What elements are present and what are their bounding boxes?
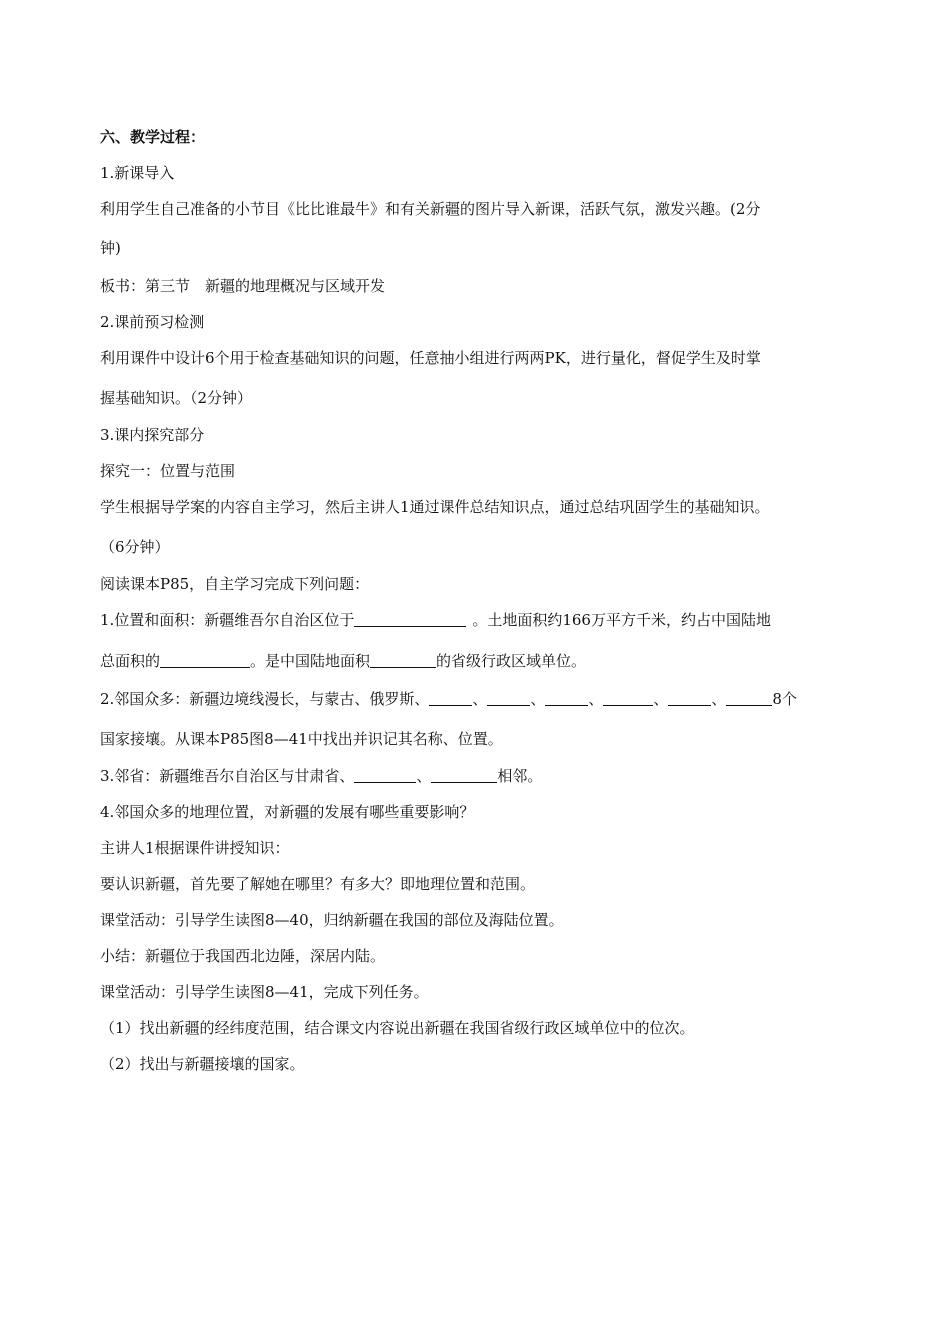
section-2-paragraph: 利用课件中设计6个用于检查基础知识的问题，任意抽小组进行两两PK，进行量化，督促学生及时掌 xyxy=(100,349,761,367)
explore-1-paragraph-cont: （6分钟） xyxy=(100,538,170,556)
question-1-line-1 xyxy=(100,610,771,630)
activity-2: 课堂活动：引导学生读图8—41，完成下列任务。 xyxy=(100,983,429,1001)
board-text: 板书：第三节 新疆的地理概况与区域开发 xyxy=(100,277,386,295)
question-3-text-a: 3.邻省：新疆维吾尔自治区与甘肃省、 xyxy=(100,767,355,785)
question-2-line-2: 国家接壤。从课本P85图8—41中找出并识记其名称、位置。 xyxy=(100,730,503,748)
fill-blank[interactable] xyxy=(354,767,416,783)
question-1-text-c: 总面积的 xyxy=(100,652,161,670)
question-2-text-a: 2.邻国众多：新疆边境线漫长，与蒙古、俄罗斯、 xyxy=(100,690,430,708)
explore-1-paragraph: 学生根据导学案的内容自主学习，然后主讲人1通过课件总结知识点，通过总结巩固学生的基础知识。 xyxy=(100,498,770,516)
separator: 、 xyxy=(711,690,727,708)
question-2-text-end: 8个 xyxy=(772,690,797,708)
question-1-text-e: 的省级行政区域单位。 xyxy=(436,652,587,670)
fill-blank[interactable] xyxy=(370,652,436,668)
section-1-title: 1.新课导入 xyxy=(100,164,175,182)
summary-text: 小结：新疆位于我国西北边陲，深居内陆。 xyxy=(100,947,386,965)
question-1-text-a: 1.位置和面积：新疆维吾尔自治区位于 xyxy=(100,611,355,629)
question-1-text-b: 。土地面积约166万平方千米，约占中国陆地 xyxy=(472,611,771,629)
task-1: （1）找出新疆的经纬度范围，结合课文内容说出新疆在我国省级行政区域单位中的位次。 xyxy=(100,1019,695,1037)
fill-blank[interactable] xyxy=(160,652,250,668)
fill-blank[interactable] xyxy=(354,611,466,627)
section-1-paragraph: 利用学生自己准备的小节目《比比谁最牛》和有关新疆的图片导入新课，活跃气氛，激发兴趣。(2分 xyxy=(100,200,761,218)
question-3-text-end: 相邻。 xyxy=(497,767,543,785)
task-2: （2）找出与新疆接壤的国家。 xyxy=(100,1055,305,1073)
fill-blank[interactable] xyxy=(487,690,530,706)
separator: 、 xyxy=(588,690,604,708)
section-2-paragraph-cont: 握基础知识。（2分钟） xyxy=(100,389,253,407)
fill-blank[interactable] xyxy=(429,690,472,706)
separator: 、 xyxy=(530,690,546,708)
section-heading: 六、教学过程： xyxy=(100,128,206,146)
lecturer-note: 主讲人1根据课件讲授知识： xyxy=(100,839,290,857)
section-3-title: 3.课内探究部分 xyxy=(100,426,205,444)
section-2-title: 2.课前预习检测 xyxy=(100,313,205,331)
question-3-line xyxy=(100,766,542,786)
activity-1: 课堂活动：引导学生读图8—40，归纳新疆在我国的部位及海陆位置。 xyxy=(100,911,564,929)
question-1-line-2 xyxy=(100,651,586,671)
question-2-line-1 xyxy=(100,689,797,709)
fill-blank[interactable] xyxy=(545,690,588,706)
separator: 、 xyxy=(416,767,432,785)
separator: 、 xyxy=(653,690,669,708)
question-1-text-d: 。是中国陆地面积 xyxy=(250,652,371,670)
section-1-paragraph-cont: 钟) xyxy=(100,239,121,257)
fill-blank[interactable] xyxy=(431,767,497,783)
reading-instruction: 阅读课本P85，自主学习完成下列问题： xyxy=(100,575,370,593)
explore-1-title: 探究一：位置与范围 xyxy=(100,462,236,480)
separator: 、 xyxy=(472,690,488,708)
intro-text: 要认识新疆，首先要了解她在哪里？有多大？即地理位置和范围。 xyxy=(100,875,536,893)
question-4: 4.邻国众多的地理位置，对新疆的发展有哪些重要影响？ xyxy=(100,803,475,821)
fill-blank[interactable] xyxy=(726,690,772,706)
fill-blank[interactable] xyxy=(668,690,711,706)
fill-blank[interactable] xyxy=(603,690,653,706)
